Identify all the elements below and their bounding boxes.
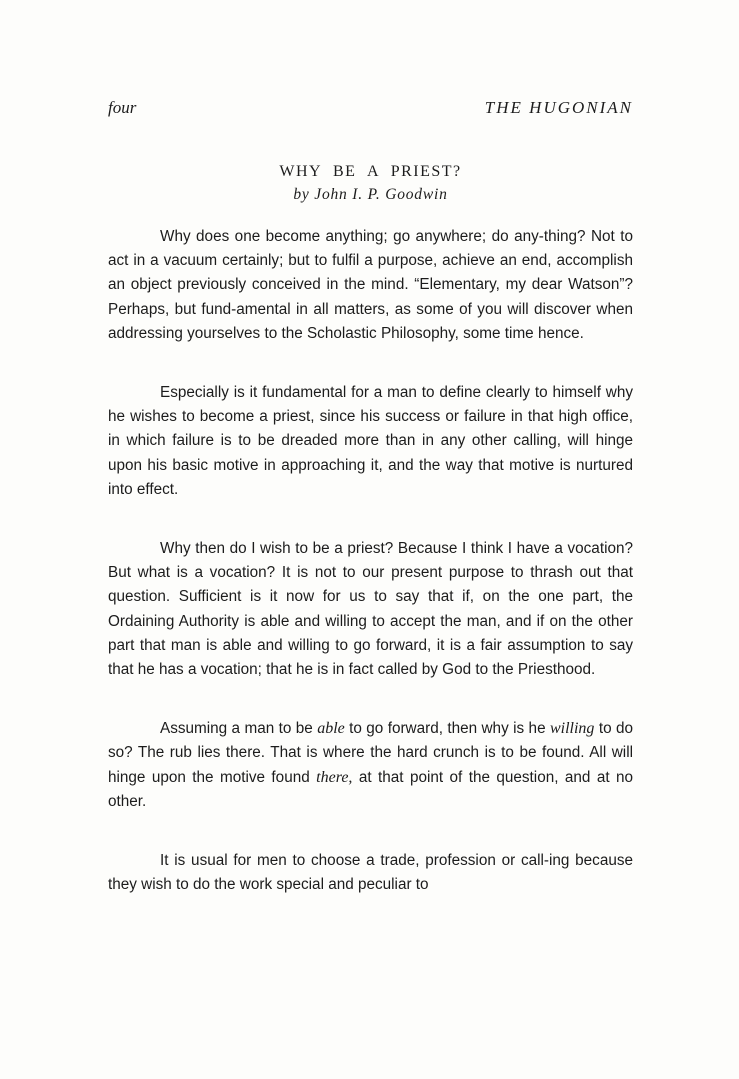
paragraph-5: It is usual for men to choose a trade, profession or call-ing because they wish to do the work special and peculiar to	[108, 852, 633, 894]
paragraph-4-text-4: at that point of the question, and at no other.	[108, 768, 634, 810]
journal-title: THE HUGONIAN	[484, 98, 633, 117]
article-body	[108, 225, 633, 897]
paragraph-4-text-2: to go forward, then why is he	[344, 720, 550, 738]
running-head	[108, 98, 633, 122]
page-number: four	[108, 98, 137, 117]
emphasis-able: able	[317, 720, 345, 738]
paragraph-4	[108, 717, 633, 814]
paragraph-4-text-1: Assuming a man to be	[160, 720, 318, 738]
emphasis-there: there,	[316, 768, 353, 786]
emphasis-willing: willing	[549, 720, 595, 738]
paragraph-3: Why then do I wish to be a priest? Because I think I have a vocation? But what is a vocation? It is not to our present purpose to thrash out that question. Sufficient is it now for us to say that if, on the one part, the Ordaining Authority is able and willing to accept the man, and if on the other part that man is able and willing to go forward, it is a fair assumption to say that he has a vocation; that he is in fact called by God to the Priesthood.	[108, 540, 633, 679]
article-byline: by John I. P. Goodwin	[293, 186, 448, 203]
paragraph-1: Why does one become anything; go anywhere; do any-thing? Not to act in a vacuum certainly; but to fulfil a purpose, achieve an end, accomplish an object previously conceived in the mind. “Elementary, my dear Watson”? Perhaps, but fund-amental in all matters, as some of you will discover when addressing yourselves to the Scholastic Philosophy, some time hence.	[108, 228, 633, 342]
paragraph-4-text-3: to do so? The rub lies there. That is where the hard crunch is to be found. All will hinge upon the motive found	[108, 720, 633, 786]
paragraph-2: Especially is it fundamental for a man to define clearly to himself why he wishes to become a priest, since his success or failure in that high office, in which failure is to be dreaded more than in any other calling, will hinge upon his basic motive in approaching it, and the way that motive is nurtured into effect.	[108, 384, 633, 498]
article-title: WHY BE A PRIEST?	[279, 163, 462, 180]
